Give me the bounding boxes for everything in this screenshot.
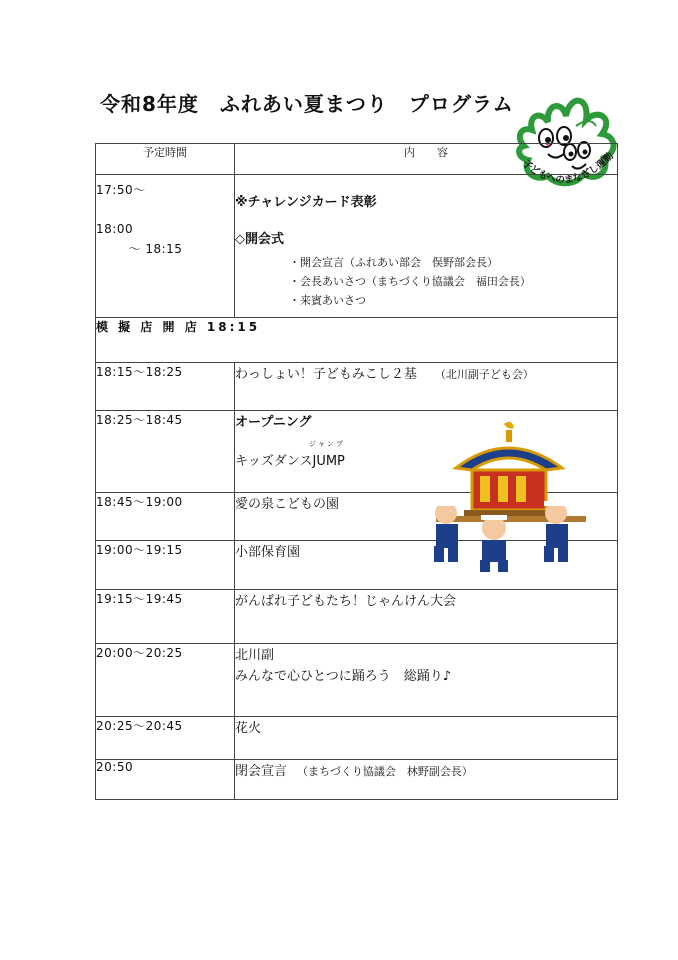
time-text: 17:50〜 bbox=[96, 183, 146, 197]
ruby-line bbox=[235, 440, 345, 469]
sub-item: ・会長あいさつ（まちづくり協議会 福田会長） bbox=[289, 275, 531, 288]
row-content bbox=[235, 363, 618, 411]
content-text: 閉会宣言 bbox=[235, 764, 288, 779]
page-title: 令和8年度 ふれあい夏まつり プログラム bbox=[100, 92, 514, 116]
content-text: わっしょい！子どもみこし２基 bbox=[235, 367, 417, 382]
mikoshi-illustration bbox=[416, 418, 596, 573]
time-text: 18:00 bbox=[96, 222, 134, 236]
row-content bbox=[235, 644, 618, 717]
content-note: （まちづくり協議会 林野副会長） bbox=[297, 765, 473, 778]
row-time: 18:25〜18:45 bbox=[96, 411, 235, 493]
content-text: オープニング bbox=[235, 415, 312, 430]
table-row bbox=[96, 590, 618, 644]
table-header bbox=[96, 144, 618, 175]
row-content: がんばれ子どもたち！じゃんけん大会 bbox=[235, 590, 618, 644]
table-row bbox=[96, 175, 618, 318]
content-note: （北川副子ども会） bbox=[434, 368, 534, 381]
sub-item: ・来賓あいさつ bbox=[289, 294, 366, 307]
row-time: 18:45〜19:00 bbox=[96, 493, 235, 541]
table-row bbox=[96, 644, 618, 717]
ruby-text: ジャンプ bbox=[309, 440, 345, 448]
row-time: 20:25〜20:45 bbox=[96, 717, 235, 760]
row-time: 20:50 bbox=[96, 760, 235, 800]
row-content: 小部保育園 bbox=[235, 541, 618, 590]
table-row bbox=[96, 717, 618, 760]
mikoshi-icon bbox=[416, 418, 596, 573]
time-text: 〜 18:15 bbox=[116, 242, 183, 256]
table-row bbox=[96, 363, 618, 411]
row-content: 愛の泉こどもの園 bbox=[235, 493, 618, 541]
content-text: みんなで心ひとつに踊ろう 総踊り♪ bbox=[235, 669, 452, 684]
stall-opening: 模 擬 店 開 店 18:15 bbox=[96, 318, 618, 363]
sub-item: ・開会宣言（ふれあい部会 俣野部会長） bbox=[289, 256, 498, 269]
row-time: 20:00〜20:25 bbox=[96, 644, 235, 717]
row-time: 19:00〜19:15 bbox=[96, 541, 235, 590]
content-text: 北川副 bbox=[235, 648, 275, 663]
row-time: 19:15〜19:45 bbox=[96, 590, 235, 644]
row-content: 花火 bbox=[235, 717, 618, 760]
content-text: キッズダンスJUMP bbox=[235, 454, 345, 469]
header-time: 予定時間 bbox=[96, 144, 235, 175]
content-text: ◇開会式 bbox=[235, 232, 284, 247]
row-time bbox=[96, 175, 235, 318]
content-text: ※チャレンジカード表彰 bbox=[235, 195, 377, 210]
row-content bbox=[235, 760, 618, 800]
header-content: 内 容 bbox=[235, 144, 618, 175]
logo-text: 子どもへのまなざし運動 bbox=[520, 150, 616, 186]
table-row bbox=[96, 318, 618, 363]
table-row bbox=[96, 760, 618, 800]
row-content bbox=[235, 175, 618, 318]
row-time: 18:15〜18:25 bbox=[96, 363, 235, 411]
